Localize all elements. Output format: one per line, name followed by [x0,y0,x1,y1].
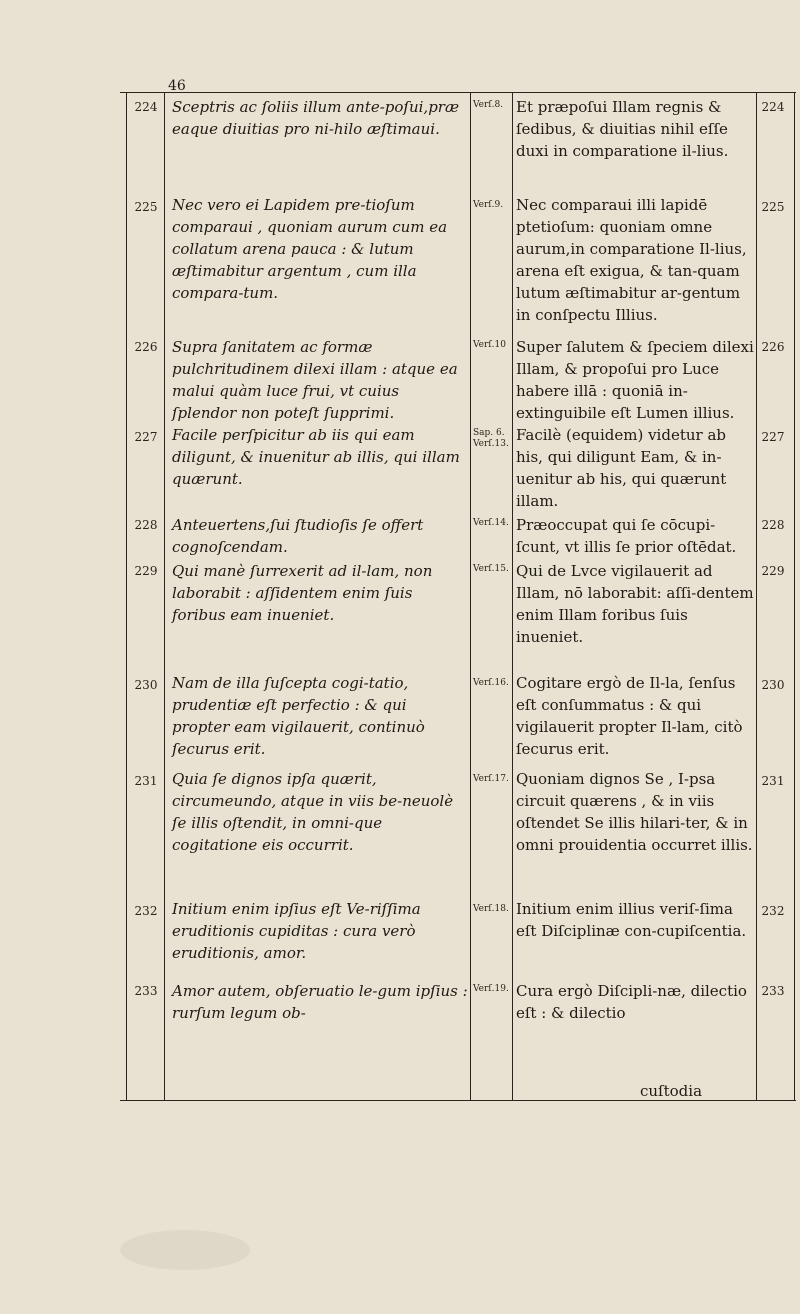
catchword: cuſtodia [640,1082,703,1100]
paraphrase-text: Cura ergò Diſcipli-næ, dilectio eſt : & dilectio [516,982,747,1022]
paraphrase-text: Qui de Lvce vigilauerit ad Illam, nō laborabit: aſſi-dentem enim Illam foribus ſuis inueniet. [516,562,754,646]
top-rule [120,92,796,93]
left-verse-number: 228 [134,518,158,532]
left-verse-number: 231 [134,774,158,788]
paraphrase-text: Facilè (equidem) videtur ab his, qui diligunt Eam, & in-uenitur ab his, qui quærunt illam. [516,426,727,510]
verse-reference: Verſ.10 [473,340,506,350]
left-verse-number: 226 [134,340,158,354]
latin-text: Nam de illa ſuſcepta cogi-tatio, prudentiæ eſt perfectio : & qui propter eam vigilauerit, continuò ſecurus erit. [172,674,425,758]
verse-reference: Verſ.9. [473,200,504,210]
column-divider-left [470,92,471,1100]
right-verse-number: 226 [761,340,785,354]
latin-text: Supra ſanitatem ac formæ pulchritudinem dilexi illam : atque ea malui quàm luce frui, vt cuius ſplendor non poteſt ſupprimi. [172,338,458,422]
right-verse-number: 230 [761,678,785,692]
left-margin-rule [126,92,127,1100]
right-verse-number: 224 [761,100,785,114]
verse-reference: Verſ.14. [473,518,509,528]
latin-text: Facile perſpicitur ab iis qui eam diligunt, & inuenitur ab illis, qui illam quærunt. [172,426,460,488]
left-verse-number: 224 [134,100,158,114]
left-verse-number: 225 [134,200,158,214]
latin-text: Nec vero ei Lapidem pre-tioſum comparaui , quoniam aurum cum ea collatum arena pauca : & lutum æſtimabitur argentum , cum illa compara-tum. [172,196,448,302]
left-verse-number: 233 [134,984,158,998]
left-verse-number: 229 [134,564,158,578]
right-verse-number: 225 [761,200,785,214]
bottom-rule [120,1100,796,1101]
latin-text: Amor autem, obſeruatio le-gum ipſius : rurſum legum ob- [172,982,468,1022]
verse-reference: Verſ.8. [473,100,504,110]
paraphrase-text: Cogitare ergò de Il-la, ſenſus eſt conſummatus : & qui vigilauerit propter Il-lam, citò ſecurus erit. [516,674,743,758]
verse-reference: Verſ.19. [473,984,509,994]
paraphrase-text: Initium enim illius veriſ-ſima eſt Diſciplinæ con-cupiſcentia. [516,900,747,940]
left-verse-number: 230 [134,678,158,692]
column-divider-right [512,92,513,1100]
verse-reference: Verſ.15. [473,564,509,574]
paraphrase-text: Et præpoſui Illam regnis & ſedibus, & diuitias nihil eſſe duxi in comparatione il-lius. [516,98,729,160]
inner-right-rule [756,92,757,1100]
paraphrase-text: Nec comparaui illi lapidē ptetioſum: quoniam omne aurum,in comparatione Il-lius, arena eſt exigua, & tan-quam lutum æſtimabitur ar-gentum in conſpectu Illius. [516,196,747,324]
right-verse-number: 232 [761,904,785,918]
latin-text: Quia ſe dignos ipſa quærit, circumeundo, atque in viis be-neuolè ſe illis oſtendit, in omni-que cogitatione eis occurrit. [172,770,454,854]
page-number: 46 [168,78,186,94]
latin-text: Anteuertens,ſui ſtudioſis ſe offert cognoſcendam. [172,516,424,556]
left-verse-number: 227 [134,430,158,444]
verse-reference: Sap. 6. Verſ.13. [473,428,509,449]
latin-text: Qui manè ſurrexerit ad il-lam, non laborabit : aſſidentem enim ſuis foribus eam inueniet. [172,562,433,624]
paraphrase-text: Super ſalutem & ſpeciem dilexi Illam, & propoſui pro Luce habere illā : quoniā in-extinguibile eſt Lumen illius. [516,338,754,422]
verse-reference: Verſ.18. [473,904,509,914]
paraphrase-text: Præoccupat qui ſe cōcupi-ſcunt, vt illis ſe prior oſtēdat. [516,516,737,556]
left-verse-number: 232 [134,904,158,918]
latin-text: Sceptris ac ſoliis illum ante-poſui,præ eaque diuitias pro ni-hilo æſtimaui. [172,98,460,138]
right-verse-number: 231 [761,774,785,788]
right-verse-number: 229 [761,564,785,578]
latin-text: Initium enim ipſius eſt Ve-riſſima eruditionis cupiditas : cura verò eruditionis, amor. [172,900,421,962]
paper-stain [120,1230,250,1270]
right-verse-number: 228 [761,518,785,532]
right-margin-rule [794,92,795,1100]
inner-left-rule [164,92,165,1100]
paraphrase-text: Quoniam dignos Se , I-psa circuit quærens , & in viis oſtendet Se illis hilari-ter, & in omni prouidentia occurret illis. [516,770,753,854]
verse-reference: Verſ.17. [473,774,509,784]
right-verse-number: 227 [761,430,785,444]
right-verse-number: 233 [761,984,785,998]
verse-reference: Verſ.16. [473,678,509,688]
